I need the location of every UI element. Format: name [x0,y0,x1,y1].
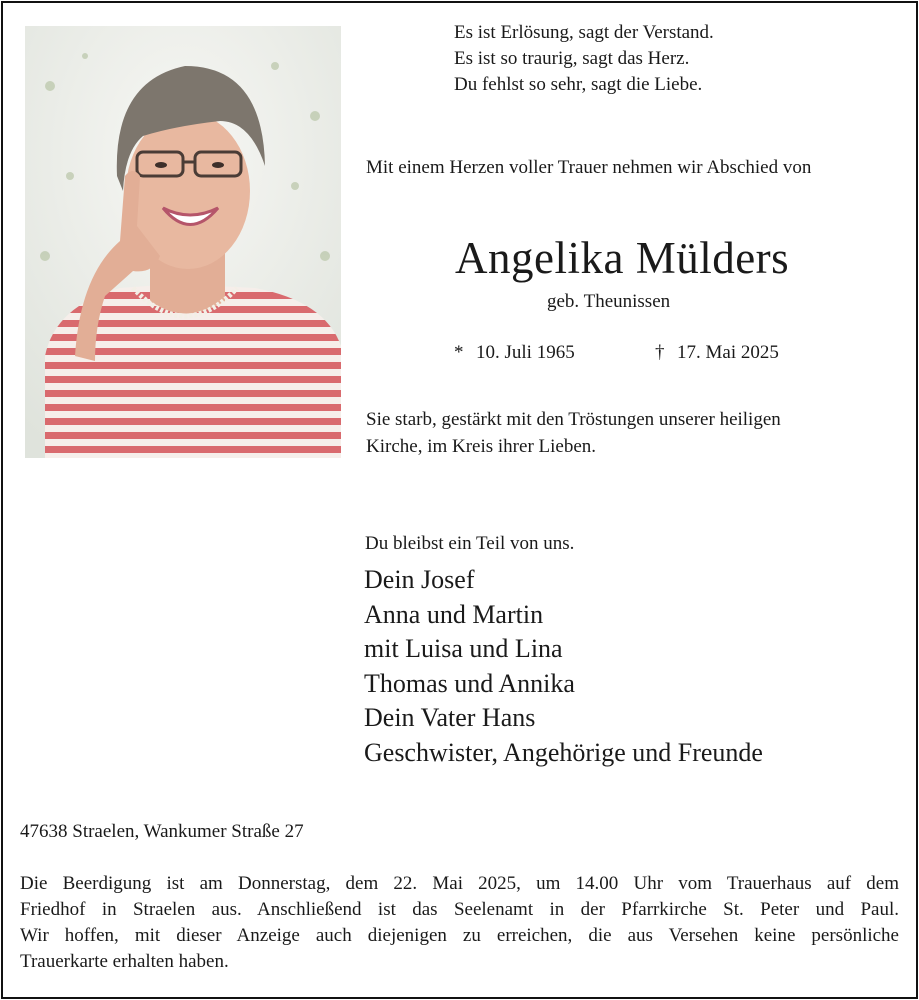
mourner-item: Thomas und Annika [364,668,575,698]
born-name: geb. Theunissen [547,291,671,312]
portrait-photo [25,26,341,458]
birth-date-line [454,342,575,364]
poem-line: Es ist Erlösung, sagt der Verstand. [454,22,714,43]
death-statement [366,406,781,460]
funeral-info-line: Trauerkarte erhalten haben. [20,951,229,972]
death-date-line [655,342,779,364]
death-statement-line: Sie starb, gestärkt mit den Tröstungen unserer heiligen [366,409,781,430]
death-date: 17. Mai 2025 [677,342,779,363]
funeral-info-line: Wir hoffen, mit dieser Anzeige auch diejenigen zu erreichen, die aus Versehen keine persönliche [20,925,899,946]
mourner-item: Geschwister, Angehörige und Freunde [364,737,763,767]
mourner-item: mit Luisa und Lina [364,634,563,663]
poem-line: Es ist so traurig, sagt das Herz. [454,48,690,69]
death-statement-line: Kirche, im Kreis ihrer Lieben. [366,436,597,457]
address: 47638 Straelen, Wankumer Straße 27 [20,821,304,842]
funeral-info-line: Friedhof in Straelen aus. Anschließend ist das Seelenamt in der Pfarrkirche St. Peter und Paul. [20,899,899,920]
poem-line: Du fehlst so sehr, sagt die Liebe. [454,74,703,95]
intro-text: Mit einem Herzen voller Trauer nehmen wir Abschied von [366,157,812,178]
death-cross-icon: † [655,342,665,363]
funeral-info [20,871,899,975]
portrait-illustration [25,26,341,458]
birth-date: 10. Juli 1965 [476,342,575,363]
deceased-name: Angelika Mülders [455,233,790,283]
mourners-list [364,563,763,770]
birth-star-icon: * [454,342,464,363]
mourner-item: Dein Vater Hans [364,703,536,732]
poem [454,20,714,98]
mourner-item: Anna und Martin [364,599,544,629]
mourner-item: Dein Josef [364,565,475,594]
remain-text: Du bleibst ein Teil von uns. [365,533,575,554]
funeral-info-line: Die Beerdigung ist am Donnerstag, dem 22. Mai 2025, um 14.00 Uhr vom Trauerhaus auf dem [20,873,899,894]
